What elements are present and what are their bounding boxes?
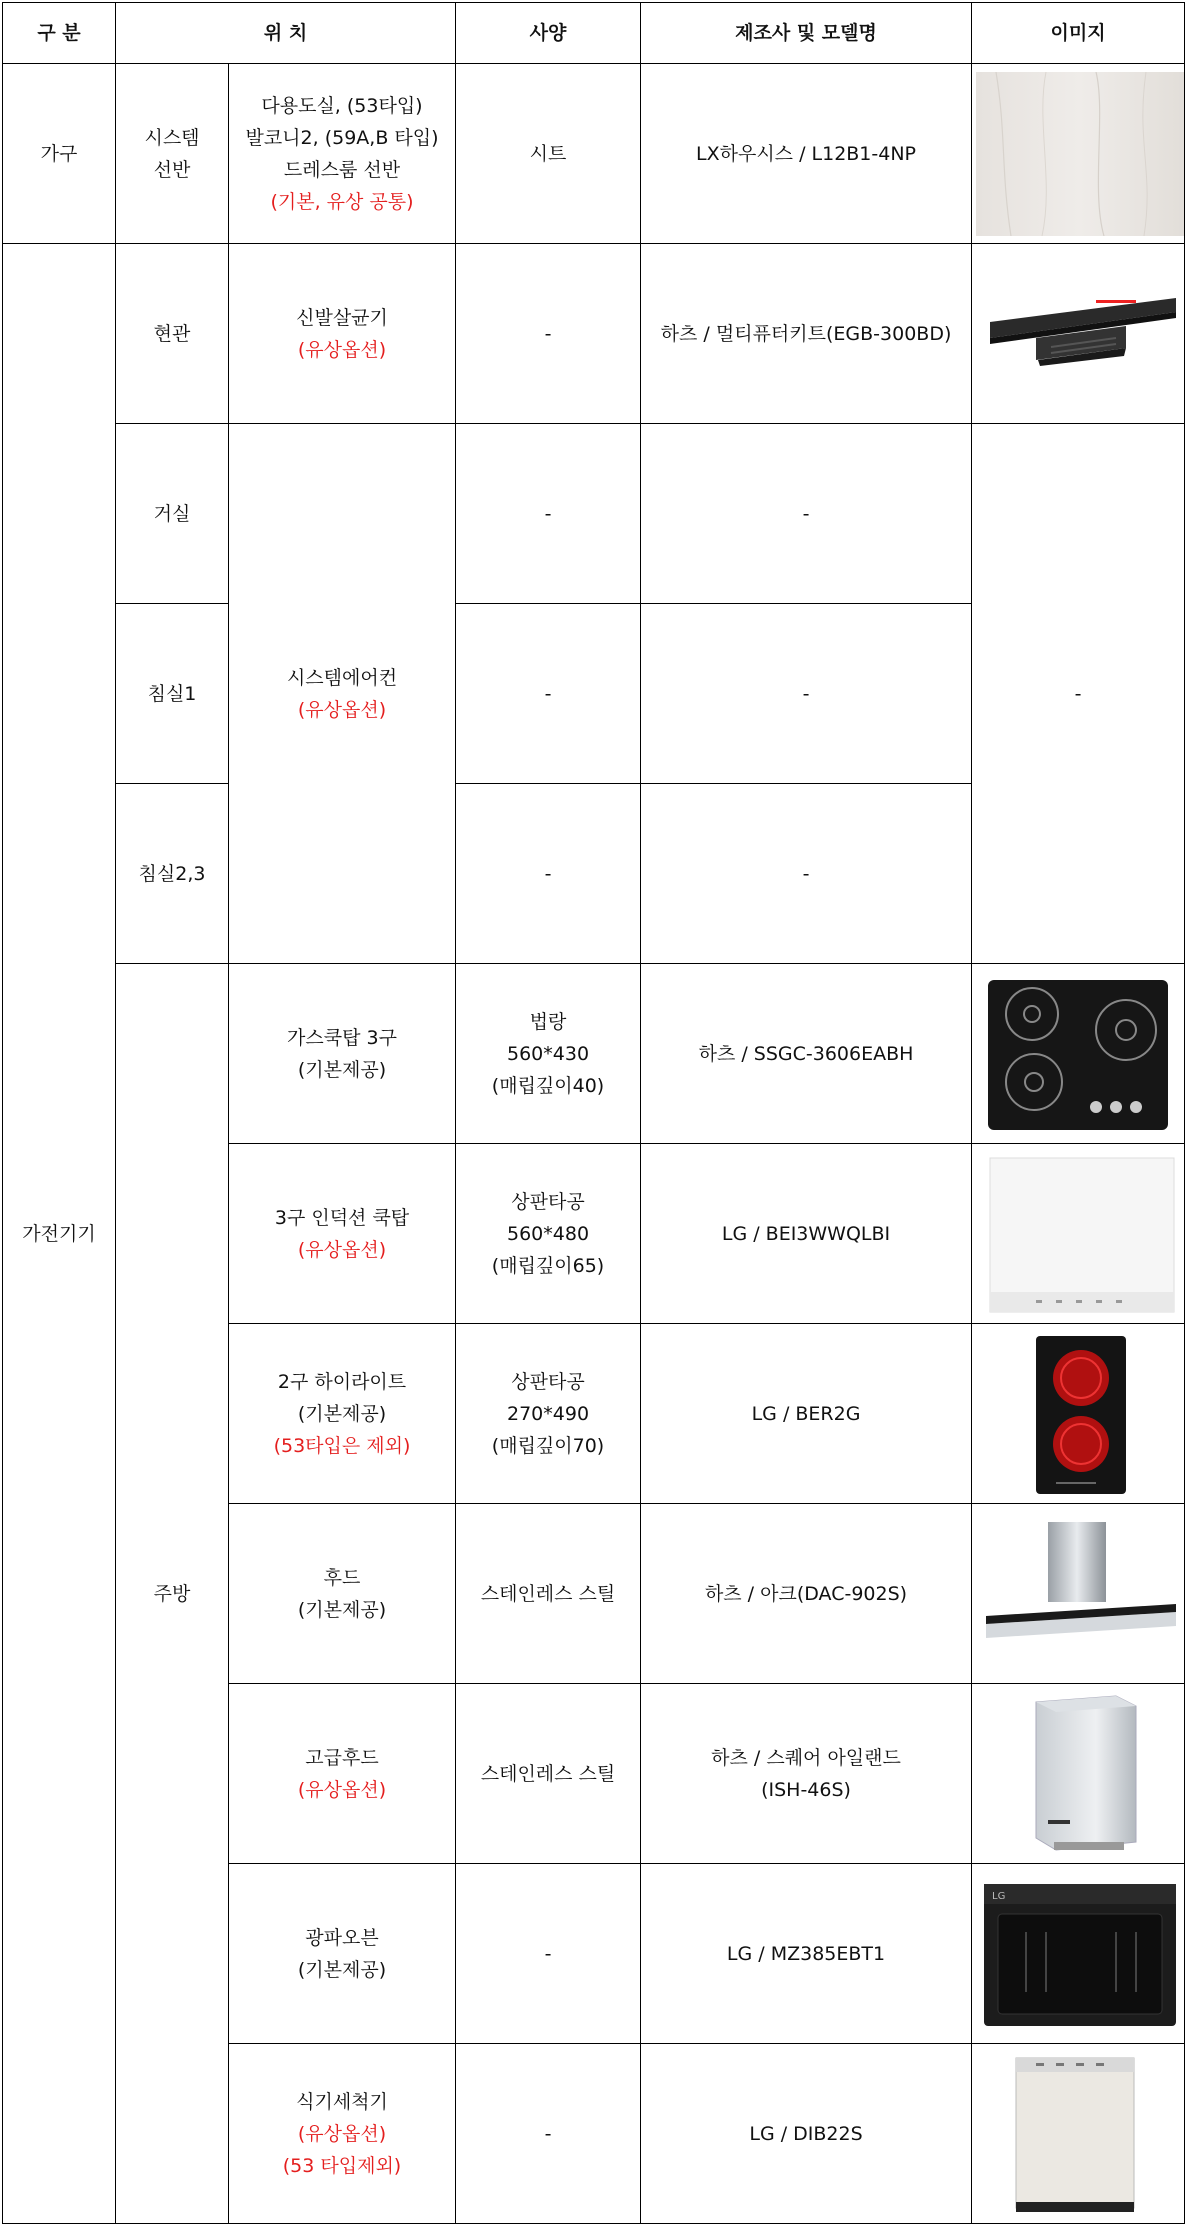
- header-row: [3, 3, 1185, 64]
- living-model: -: [641, 424, 972, 604]
- dishwasher-spec: -: [456, 2044, 641, 2224]
- oven-name: 광파오븐 (기본제공): [229, 1864, 456, 2044]
- induction-image-cell: [972, 1144, 1185, 1324]
- island-hood-image: [976, 1692, 1184, 1856]
- highlight-image-cell: [972, 1324, 1185, 1504]
- shoe-sterilizer-name: 신발살균기 (유상옵션): [229, 244, 456, 424]
- shelf-sheet-swatch: [976, 72, 1184, 236]
- header-image: 이미지: [972, 3, 1185, 64]
- gas-spec: 법랑 560*430 (매립깊이40): [456, 964, 641, 1144]
- dishwasher-image-cell: [972, 2044, 1185, 2224]
- shoe-model: 하츠 / 멀티퓨터키트(EGB-300BD): [641, 244, 972, 424]
- room-bedroom23: 침실2,3: [116, 784, 229, 964]
- highlight-spec: 상판타공 270*490 (매립깊이70): [456, 1324, 641, 1504]
- room-bedroom1: 침실1: [116, 604, 229, 784]
- svg-text:LG: LG: [992, 1890, 1006, 1902]
- hood-image: [976, 1512, 1184, 1676]
- oven-model: LG / MZ385EBT1: [641, 1864, 972, 2044]
- bed1-spec: -: [456, 604, 641, 784]
- highlight-cooktop-image: [976, 1332, 1184, 1496]
- dishwasher-image: [976, 2052, 1184, 2216]
- furniture-spec: 시트: [456, 64, 641, 244]
- hood-image-cell: [972, 1504, 1185, 1684]
- room-kitchen: 주방: [116, 964, 229, 2224]
- table-row: [3, 424, 1185, 604]
- hood-name: 후드 (기본제공): [229, 1504, 456, 1684]
- header-category: 구 분: [3, 3, 116, 64]
- gas-model: 하츠 / SSGC-3606EABH: [641, 964, 972, 1144]
- premium-hood-model: 하츠 / 스퀘어 아일랜드 (ISH-46S): [641, 1684, 972, 1864]
- oven-spec: -: [456, 1864, 641, 2044]
- bed23-model: -: [641, 784, 972, 964]
- shoe-sterilizer-image: [976, 252, 1184, 416]
- induction-cooktop-image: [976, 1152, 1184, 1316]
- dishwasher-name: 식기세척기 (유상옵션) (53 타입제외): [229, 2044, 456, 2224]
- bed23-spec: -: [456, 784, 641, 964]
- living-spec: -: [456, 424, 641, 604]
- header-maker-model: 제조사 및 모델명: [641, 3, 972, 64]
- shoe-spec: -: [456, 244, 641, 424]
- induction-model: LG / BEI3WWQLBI: [641, 1144, 972, 1324]
- table-row: [3, 244, 1185, 424]
- header-spec: 사양: [456, 3, 641, 64]
- aircon-image-cell: -: [972, 424, 1185, 964]
- group-appliances: 가전기기: [3, 244, 116, 2224]
- furniture-model: LX하우시스 / L12B1-4NP: [641, 64, 972, 244]
- induction-name: 3구 인덕션 쿡탑 (유상옵션): [229, 1144, 456, 1324]
- header-location: 위 치: [116, 3, 456, 64]
- furniture-location: 다용도실, (53타입) 발코니2, (59A,B 타입) 드레스룸 선반 (기본, 유상 공통): [229, 64, 456, 244]
- furniture-sub: 시스템 선반: [116, 64, 229, 244]
- induction-spec: 상판타공 560*480 (매립깊이65): [456, 1144, 641, 1324]
- furniture-image-cell: [972, 64, 1185, 244]
- oven-image-cell: [972, 1864, 1185, 2044]
- oven-image: [976, 1872, 1184, 2036]
- gas-cooktop-image: [976, 972, 1184, 1136]
- highlight-name: 2구 하이라이트 (기본제공) (53타입은 제외): [229, 1324, 456, 1504]
- hood-spec: 스테인레스 스틸: [456, 1504, 641, 1684]
- room-living: 거실: [116, 424, 229, 604]
- premium-hood-spec: 스테인레스 스틸: [456, 1684, 641, 1864]
- highlight-model: LG / BER2G: [641, 1324, 972, 1504]
- hood-model: 하츠 / 아크(DAC-902S): [641, 1504, 972, 1684]
- group-furniture: 가구: [3, 64, 116, 244]
- room-entrance: 현관: [116, 244, 229, 424]
- aircon-name: 시스템에어컨 (유상옵션): [229, 424, 456, 964]
- spec-table: [2, 2, 1185, 2224]
- premium-hood-name: 고급후드 (유상옵션): [229, 1684, 456, 1864]
- bed1-model: -: [641, 604, 972, 784]
- table-row: [3, 64, 1185, 244]
- premium-hood-image-cell: [972, 1684, 1185, 1864]
- gas-image-cell: [972, 964, 1185, 1144]
- table-row: [3, 964, 1185, 1144]
- dishwasher-model: LG / DIB22S: [641, 2044, 972, 2224]
- shoe-image-cell: [972, 244, 1185, 424]
- gas-cooktop-name: 가스쿡탑 3구 (기본제공): [229, 964, 456, 1144]
